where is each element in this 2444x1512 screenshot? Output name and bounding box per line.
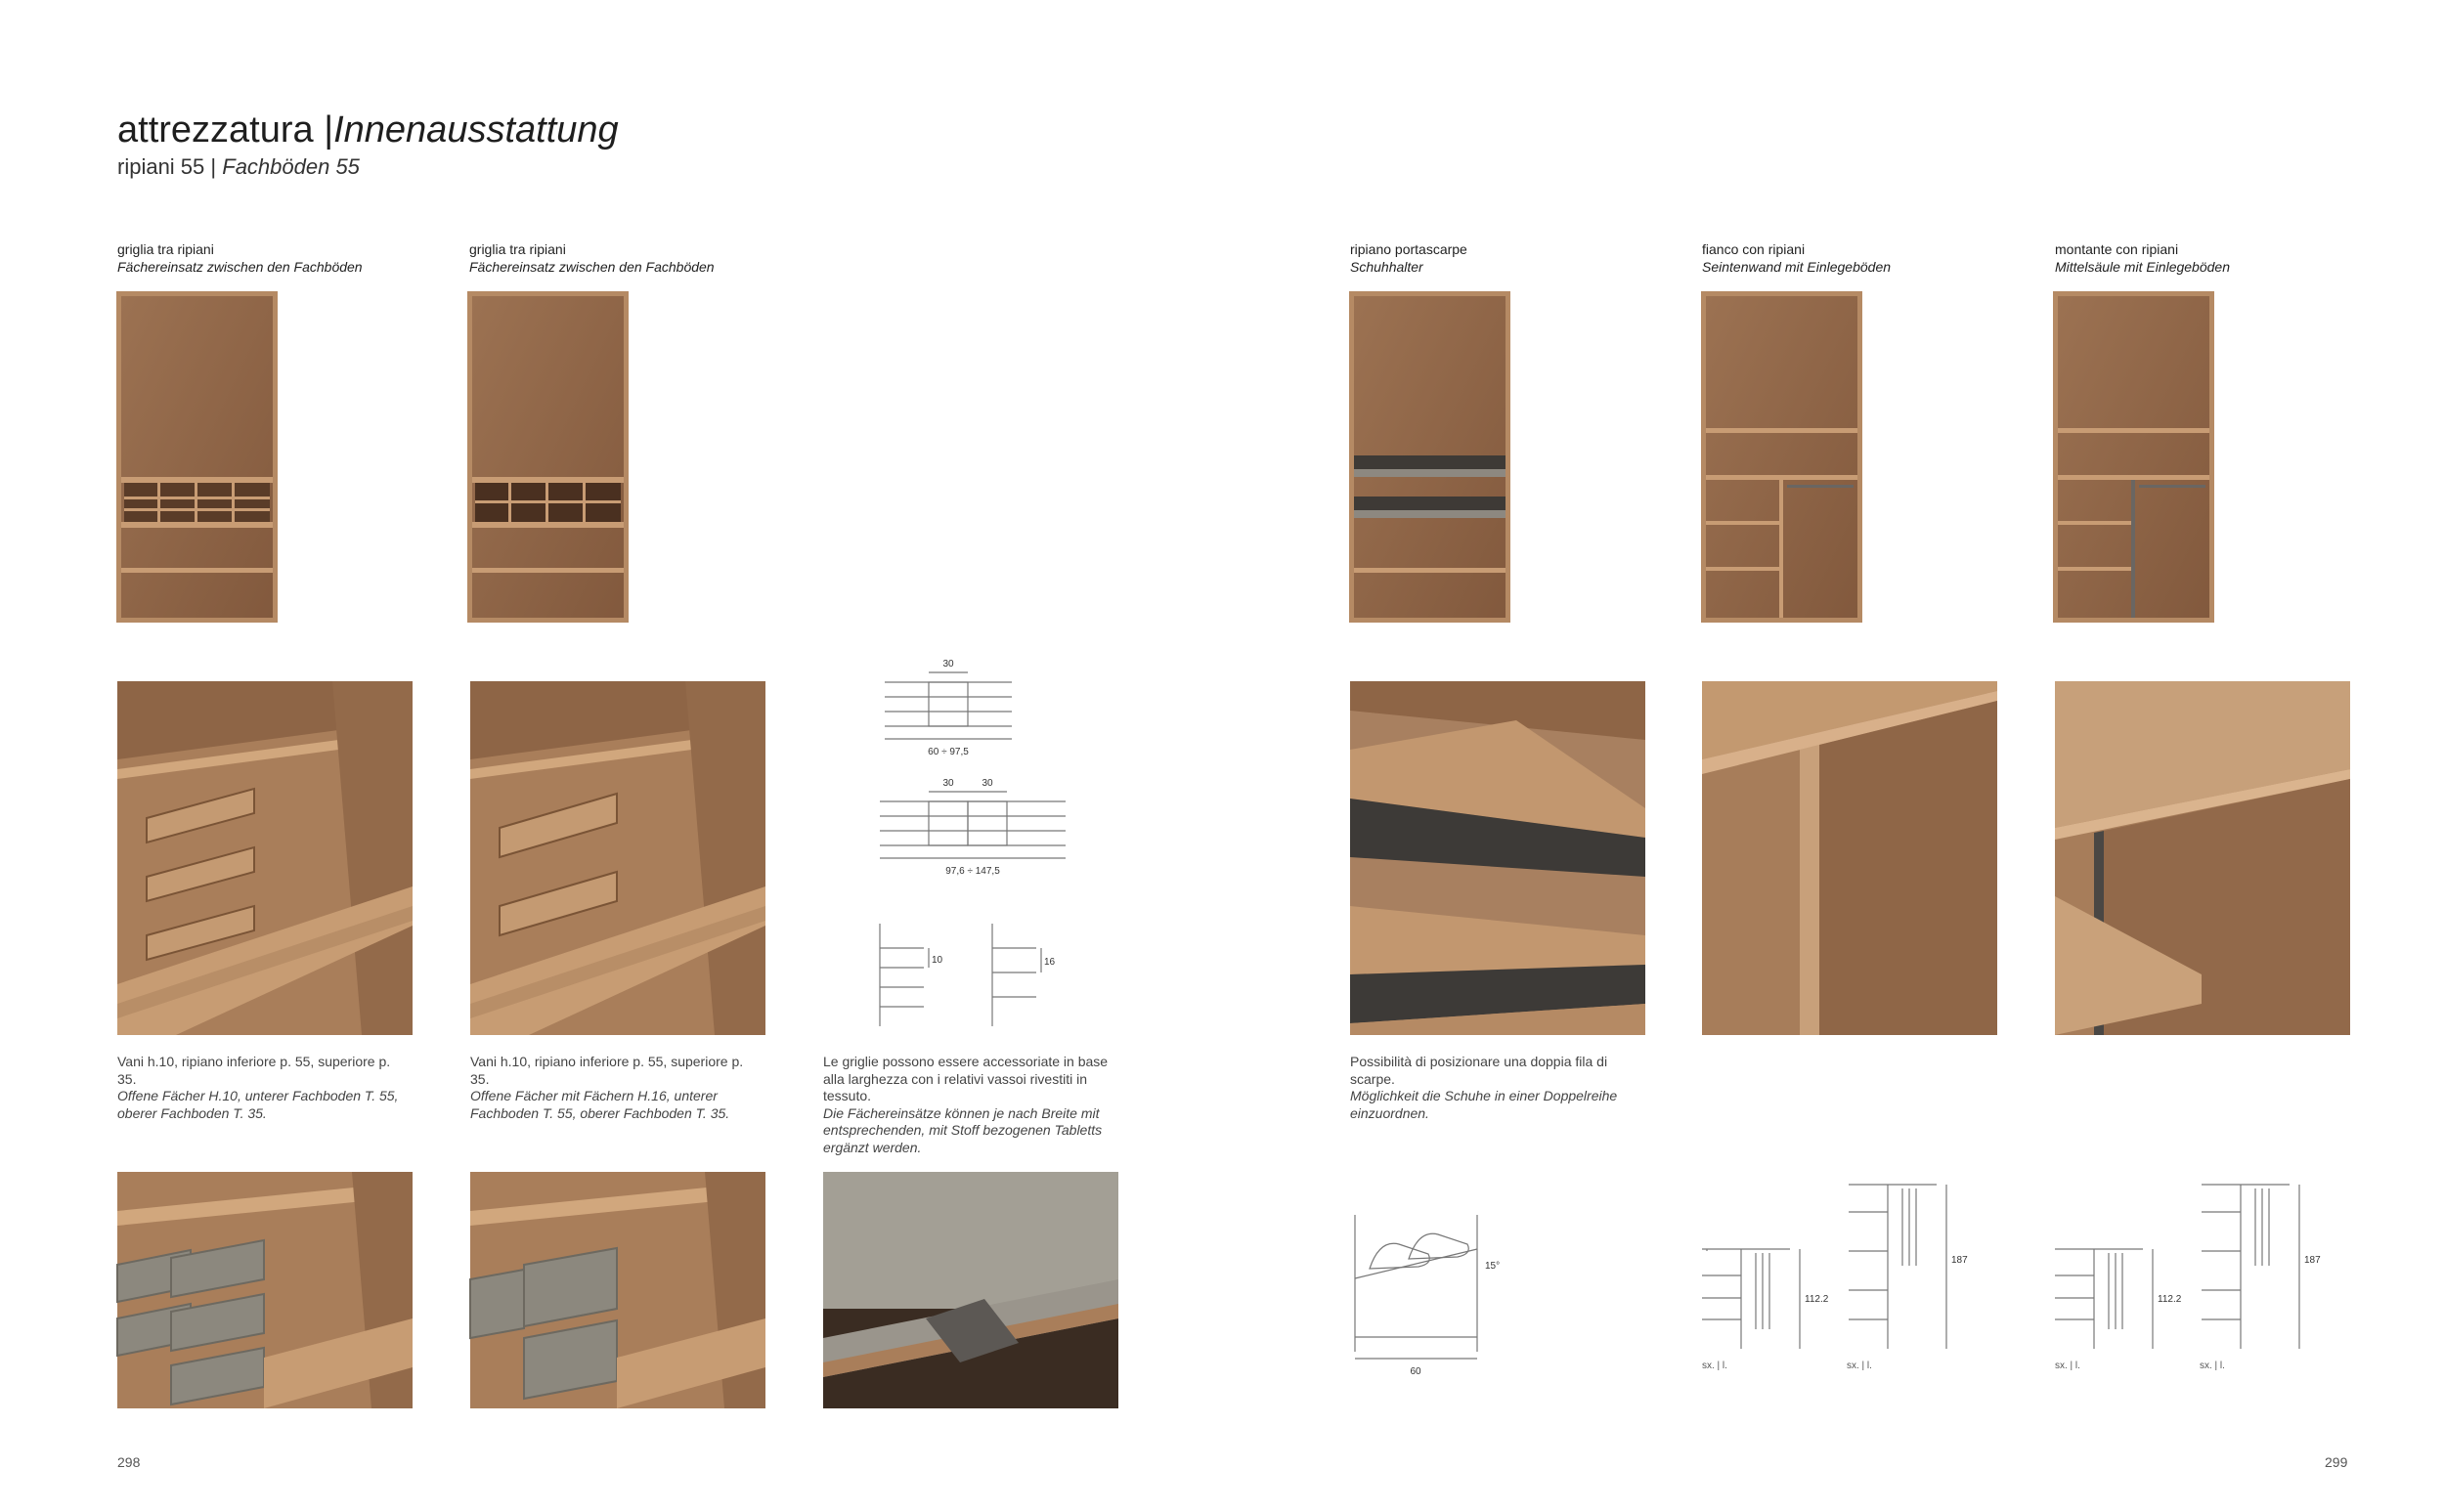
dim-label: 112.2 <box>2158 1294 2182 1305</box>
subtitle-separator: | <box>210 154 217 179</box>
caption-it: griglia tra ripiani <box>117 241 214 257</box>
wardrobe-center-post-image <box>2053 291 2214 623</box>
caption-it: montante con ripiani <box>2055 241 2179 257</box>
page-title <box>117 109 619 151</box>
dim-label: 30 <box>982 778 993 789</box>
description-it: Vani h.10, ripiano inferiore p. 55, superiore p. 35. <box>470 1054 744 1087</box>
title-separator: | <box>324 109 334 151</box>
caption-col-3 <box>1350 240 1467 276</box>
caption-col-4 <box>1702 240 1891 276</box>
dim-label: sx. | l. <box>2055 1361 2080 1371</box>
trays-detail-photo-1 <box>117 1172 413 1408</box>
caption-it: griglia tra ripiani <box>469 241 566 257</box>
description-it: Le griglie possono essere accessoriate in base alla larghezza con i relativi vassoi rivestiti in tessuto. <box>823 1054 1109 1103</box>
caption-de: Mittelsäule mit Einlegeböden <box>2055 259 2230 275</box>
fabric-tray-detail-photo <box>823 1172 1118 1408</box>
dim-label: 187 <box>1951 1255 1968 1266</box>
wardrobe-shoe-rack-image <box>1349 291 1510 623</box>
page-subtitle <box>117 154 360 180</box>
dim-label: sx. | l. <box>2200 1361 2225 1371</box>
side-shelves-detail-photo <box>1702 681 1997 1035</box>
grid-plan-drawing-small <box>875 653 1022 760</box>
caption-it: fianco con ripiani <box>1702 241 1806 257</box>
dim-label: 30 <box>942 778 954 789</box>
dim-label: 187 <box>2304 1255 2321 1266</box>
dim-label: 112.2 <box>1805 1294 1829 1305</box>
shoe-rack-section-drawing <box>1350 1210 1501 1381</box>
dim-label: sx. | l. <box>1702 1361 1727 1371</box>
wardrobe-side-shelves-image <box>1701 291 1862 623</box>
dim-label: 10 <box>932 955 943 966</box>
caption-col-5 <box>2055 240 2230 276</box>
description-1 <box>117 1054 411 1122</box>
caption-de: Seintenwand mit Einlegeböden <box>1702 259 1892 275</box>
grid-insert-detail-photo-1 <box>117 681 413 1035</box>
subtitle-german: Fachböden 55 <box>222 154 360 179</box>
dim-label: 97,6 ÷ 147,5 <box>945 866 1000 877</box>
description-de: Möglichkeit die Schuhe in einer Doppelreihe einzuordnen. <box>1350 1088 1618 1121</box>
dim-label: 16 <box>1044 957 1056 968</box>
wardrobe-grid-insert-image-1 <box>116 291 278 623</box>
wardrobe-grid-insert-image-2 <box>467 291 629 623</box>
description-it: Vani h.10, ripiano inferiore p. 55, superiore p. 35. <box>117 1054 391 1087</box>
subtitle-italian: ripiani 55 <box>117 154 205 179</box>
description-de: Offene Fächer H.10, unterer Fachboden T. 55, oberer Fachboden T. 35. <box>117 1088 399 1121</box>
dim-label: 60 ÷ 97,5 <box>928 747 969 757</box>
description-2 <box>470 1054 764 1122</box>
caption-it: ripiano portascarpe <box>1350 241 1467 257</box>
description-3 <box>823 1054 1116 1156</box>
description-de: Offene Fächer mit Fächern H.16, unterer Fachboden T. 55, oberer Fachboden T. 35. <box>470 1088 730 1121</box>
center-post-hanger-drawing <box>2055 1173 2319 1378</box>
caption-col-2 <box>469 240 715 276</box>
dim-label: 30 <box>942 659 954 670</box>
grid-plan-drawing-large <box>875 772 1070 885</box>
shoe-rack-detail-photo <box>1350 681 1645 1035</box>
caption-de: Fächereinsatz zwischen den Fachböden <box>117 259 363 275</box>
center-post-detail-photo <box>2055 681 2350 1035</box>
caption-col-1 <box>117 240 363 276</box>
dim-label: 15° <box>1485 1261 1501 1272</box>
grid-insert-detail-photo-2 <box>470 681 765 1035</box>
title-italian: attrezzatura <box>117 109 314 151</box>
title-german: Innenausstattung <box>333 109 619 151</box>
trays-detail-photo-2 <box>470 1172 765 1408</box>
caption-de: Schuhhalter <box>1350 259 1423 275</box>
description-de: Die Fächereinsätze können je nach Breite mit entsprechenden, mit Stoff bezogenen Tabletts ergänzt werden. <box>823 1104 1103 1155</box>
dim-label: 60 <box>1410 1366 1421 1377</box>
side-panel-hanger-drawing <box>1702 1173 1966 1378</box>
page-number-right: 299 <box>2325 1454 2348 1470</box>
dim-label: sx. | l. <box>1847 1361 1872 1371</box>
page-number-left: 298 <box>117 1454 141 1470</box>
caption-de: Fächereinsatz zwischen den Fachböden <box>469 259 715 275</box>
description-4 <box>1350 1054 1653 1122</box>
description-it: Possibilità di posizionare una doppia fila di scarpe. <box>1350 1054 1608 1087</box>
grid-section-drawings <box>875 919 1070 1031</box>
